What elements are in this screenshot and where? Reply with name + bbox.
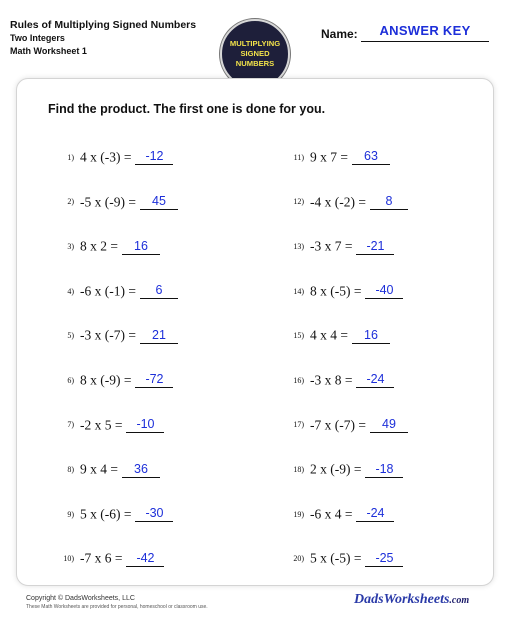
problem-answer: -42	[126, 551, 164, 567]
problem-number: 6)	[67, 375, 74, 385]
problem-number: 1)	[67, 152, 74, 162]
badge-line-2: SIGNED	[240, 49, 270, 58]
footer	[26, 594, 208, 611]
problem-number: 12)	[293, 197, 304, 207]
problem-3	[56, 237, 160, 257]
problem-7	[56, 416, 164, 436]
worksheet-title: Rules of Multiplying Signed Numbers	[10, 19, 197, 31]
problem-answer: -12	[135, 149, 173, 165]
problem-number: 14)	[293, 286, 304, 296]
problem-15	[286, 326, 390, 346]
brand-logo	[354, 592, 469, 608]
usage-note: These Math Worksheets are provided for personal, homeschool or classroom use.	[26, 604, 208, 610]
problem-number: 5)	[67, 331, 74, 341]
problem-answer: -18	[365, 462, 403, 478]
problem-number: 19)	[293, 509, 304, 519]
problem-expression: -4 x (-2) =	[310, 193, 366, 209]
problem-answer: 8	[370, 194, 408, 210]
problem-4	[56, 282, 178, 302]
problem-2	[56, 193, 178, 213]
problem-expression: -5 x (-9) =	[80, 193, 136, 209]
problem-expression: -6 x (-1) =	[80, 283, 136, 299]
problem-answer: 21	[140, 328, 178, 344]
problem-20	[286, 549, 403, 569]
problem-expression: 9 x 4 =	[80, 461, 118, 477]
problem-answer: 16	[122, 239, 160, 255]
problem-expression: 8 x (-5) =	[310, 283, 362, 299]
badge-line-3: NUMBERS	[235, 59, 275, 68]
problem-14	[286, 282, 403, 302]
problem-number: 17)	[293, 420, 304, 430]
name-field	[321, 22, 493, 44]
problem-number: 8)	[67, 465, 74, 475]
problem-number: 2)	[67, 197, 74, 207]
name-label: Name:	[321, 27, 358, 41]
problem-answer: -24	[356, 506, 394, 522]
problem-answer: -25	[365, 551, 403, 567]
problem-expression: -3 x 8 =	[310, 372, 353, 388]
problem-expression: 8 x (-9) =	[80, 372, 132, 388]
problem-expression: 5 x (-5) =	[310, 550, 362, 566]
instructions: Find the product. The first one is done for you.	[48, 102, 326, 116]
problem-10	[56, 549, 164, 569]
problem-answer: -21	[356, 239, 394, 255]
worksheet-header	[10, 18, 196, 58]
problem-expression: -6 x 4 =	[310, 506, 353, 522]
problem-answer: 36	[122, 462, 160, 478]
problem-expression: -2 x 5 =	[80, 416, 123, 432]
problem-expression: 9 x 7 =	[310, 149, 348, 165]
brand-tld: .com	[449, 595, 470, 606]
topic-badge-text	[225, 39, 285, 69]
problem-number: 4)	[67, 286, 74, 296]
problem-expression: -3 x (-7) =	[80, 327, 136, 343]
problem-number: 18)	[293, 465, 304, 475]
problem-answer: 49	[370, 417, 408, 433]
worksheet-number: Math Worksheet 1	[10, 46, 87, 56]
problem-expression: -3 x 7 =	[310, 238, 353, 254]
problem-answer: -40	[365, 283, 403, 299]
problem-18	[286, 460, 403, 480]
problem-expression: -7 x (-7) =	[310, 416, 366, 432]
problem-answer: -24	[356, 372, 394, 388]
problem-number: 10)	[63, 554, 74, 564]
problem-expression: 4 x (-3) =	[80, 149, 132, 165]
problem-answer: 6	[140, 283, 178, 299]
problem-expression: 4 x 4 =	[310, 327, 348, 343]
name-value: ANSWER KEY	[361, 22, 489, 42]
problem-answer: 45	[140, 194, 178, 210]
problem-expression: -7 x 6 =	[80, 550, 123, 566]
problem-8	[56, 460, 160, 480]
problem-expression: 5 x (-6) =	[80, 506, 132, 522]
badge-line-1: MULTIPLYING	[229, 39, 281, 48]
problem-answer: 16	[352, 328, 390, 344]
problem-number: 3)	[67, 242, 74, 252]
problem-12	[286, 193, 408, 213]
brand-dads: Dads	[354, 592, 384, 607]
problem-number: 13)	[293, 242, 304, 252]
problem-answer: -10	[126, 417, 164, 433]
problem-number: 16)	[293, 375, 304, 385]
problem-5	[56, 326, 178, 346]
problem-answer: -30	[135, 506, 173, 522]
worksheet-subtitle: Two Integers	[10, 33, 65, 43]
problem-expression: 2 x (-9) =	[310, 461, 362, 477]
problem-answer: 63	[352, 149, 390, 165]
problem-number: 11)	[293, 152, 304, 162]
copyright: Copyright © DadsWorksheets, LLC	[26, 595, 135, 602]
problem-number: 9)	[67, 509, 74, 519]
problem-13	[286, 237, 394, 257]
problem-1	[56, 148, 173, 168]
problem-11	[286, 148, 390, 168]
problem-answer: -72	[135, 372, 173, 388]
problem-number: 20)	[293, 554, 304, 564]
problem-19	[286, 505, 394, 525]
problem-17	[286, 416, 408, 436]
problem-6	[56, 371, 173, 391]
brand-worksheets: Worksheets	[383, 592, 450, 607]
problem-number: 15)	[293, 331, 304, 341]
problem-16	[286, 371, 394, 391]
problem-9	[56, 505, 173, 525]
problem-number: 7)	[67, 420, 74, 430]
problem-expression: 8 x 2 =	[80, 238, 118, 254]
